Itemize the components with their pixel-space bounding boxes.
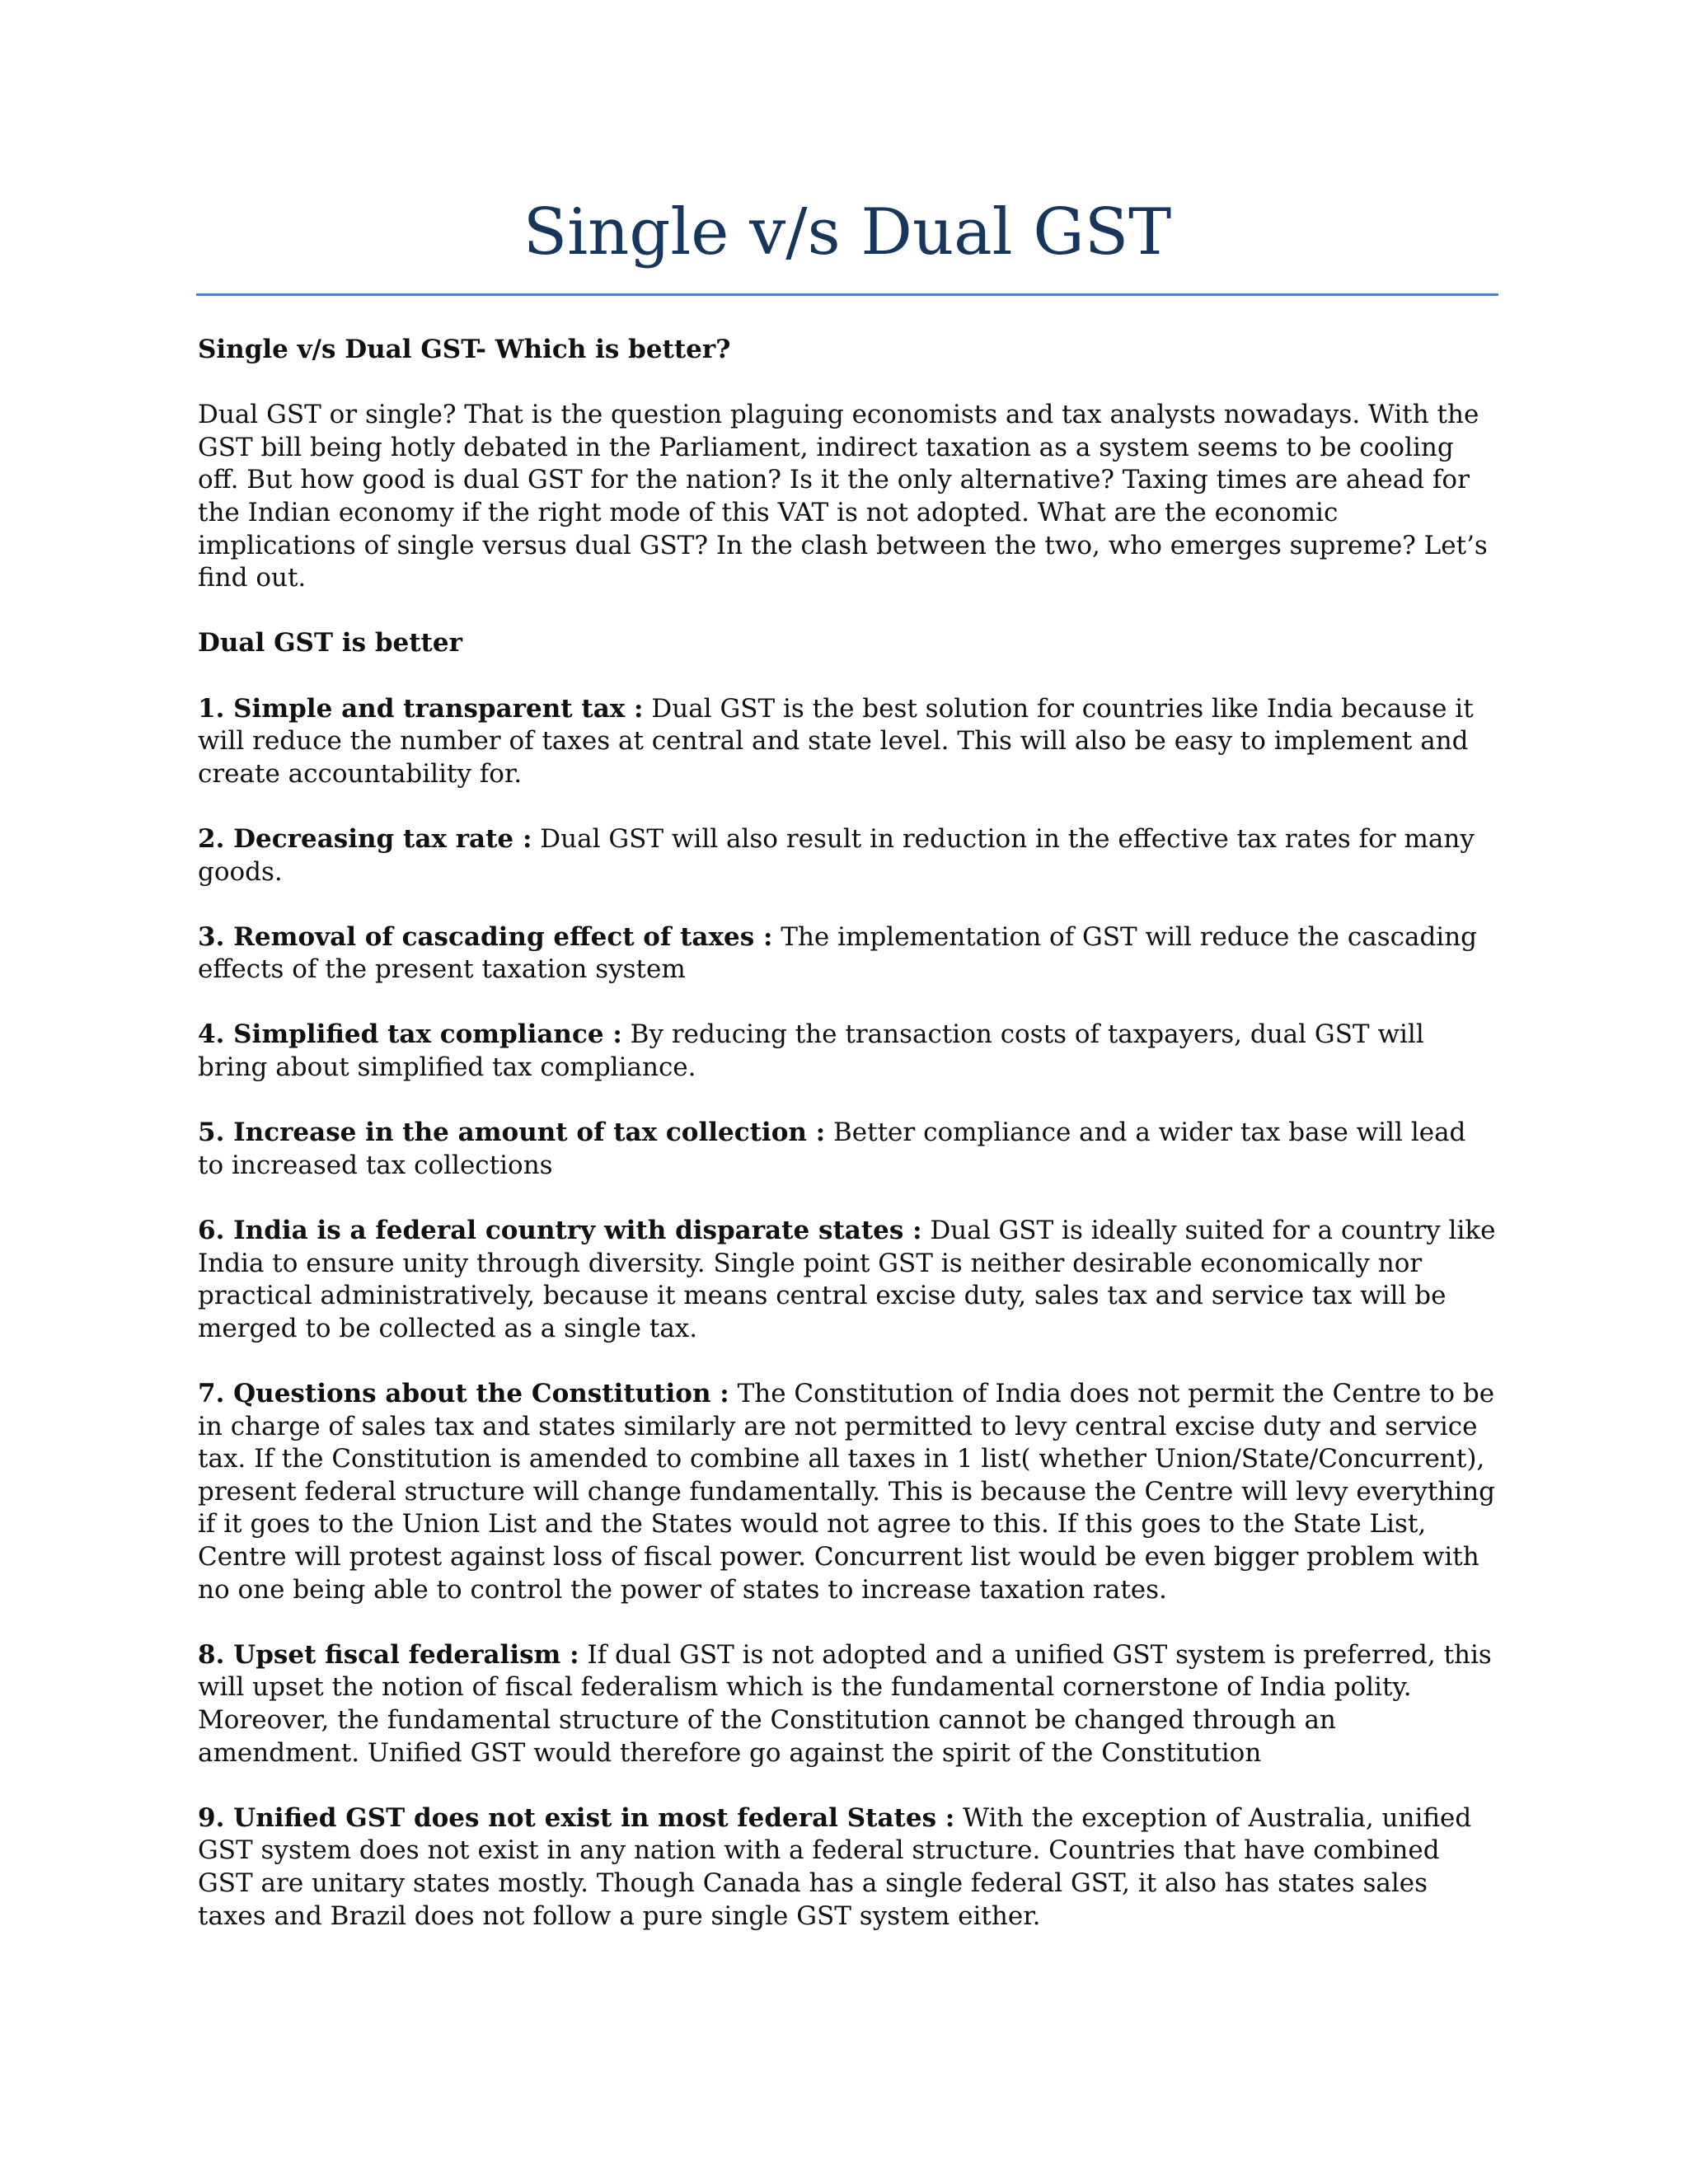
point-heading: 9. Unified GST does not exist in most federal States :: [198, 1802, 955, 1833]
subtitle-paragraph: [198, 334, 1497, 367]
point-heading: 8. Upset fiscal federalism :: [198, 1639, 579, 1670]
point-heading: 1. Simple and transparent tax :: [198, 693, 644, 724]
point-2: [198, 823, 1497, 888]
point-8: [198, 1639, 1497, 1769]
point-text: By reducing the transaction costs of taxpayers, dual GST will bring about simplified tax compliance.: [198, 1019, 1424, 1083]
point-heading: 6. India is a federal country with disparate states :: [198, 1216, 922, 1246]
point-heading: 4. Simplified tax compliance :: [198, 1019, 622, 1050]
point-text: Dual GST will also result in reduction in the effective tax rates for many goods.: [198, 823, 1475, 887]
point-text: Better compliance and a wider tax base will lead to increased tax collections: [198, 1118, 1466, 1180]
point-heading: 2. Decreasing tax rate :: [198, 823, 532, 854]
subtitle: Single v/s Dual GST- Which is better?: [198, 335, 731, 364]
point-text: Dual GST is ideally suited for a country like India to ensure unity through diversity. Single point GST is neither desirable economically nor practical administratively, because it means central excise duty, sales tax and service tax will be merged to be collected as a single tax.: [198, 1216, 1496, 1343]
point-1: [198, 693, 1497, 791]
point-3: [198, 921, 1497, 987]
intro-paragraph: Dual GST or single? That is the question plaguing economists and tax analysts nowadays. With the GST bill being hotly debated in the Parliament, indirect taxation as a system seems to be cooling off. But how good is dual GST for the nation? Is it the only alternative? Taxing times are ahead for the Indian economy if the right mode of this VAT is not adopted. What are the economic implications of single versus dual GST? In the clash between the two, who emerges supreme? Let’s find out.: [198, 400, 1488, 593]
title-underline: [196, 293, 1498, 296]
point-9: [198, 1802, 1497, 1933]
page-title: Single v/s Dual GST: [523, 195, 1172, 269]
point-5: [198, 1117, 1497, 1182]
point-heading: 5. Increase in the amount of tax collection :: [198, 1118, 826, 1148]
point-4: [198, 1019, 1497, 1084]
point-text: The Constitution of India does not permit the Centre to be in charge of sales tax and states similarly are not permitted to levy central excise duty and service tax. If the Constitution is amended to combine all taxes in 1 list( whether Union/State/Concurrent), present federal structure will change fundamentally. This is because the Centre will levy everything if it goes to the Union List and the States would not agree to this. If this goes to the State List, Centre will protest against loss of fiscal power. Concurrent list would be even bigger problem with no one being able to control the power of states to increase taxation rates.: [198, 1379, 1496, 1605]
point-heading: 3. Removal of cascading effect of taxes :: [198, 921, 773, 952]
point-text: Dual GST is the best solution for countries like India because it will reduce the number of taxes at central and state level. This will also be easy to implement and create accountability for.: [198, 693, 1474, 789]
point-heading: 7. Questions about the Constitution :: [198, 1379, 729, 1408]
point-7: [198, 1378, 1497, 1606]
point-6: [198, 1215, 1497, 1345]
point-text: With the exception of Australia, unified GST system does not exist in any nation with a federal structure. Countries that have combined GST are unitary states mostly. Though Canada has a single federal GST, it also has states sales taxes and Brazil does not follow a pure single GST system either.: [198, 1802, 1472, 1931]
document-body: [198, 334, 1497, 1966]
section-heading: Dual GST is better: [198, 628, 462, 658]
point-text: The implementation of GST will reduce the cascading effects of the present taxation system: [198, 921, 1478, 985]
section-heading-paragraph: [198, 627, 1497, 660]
point-text: If dual GST is not adopted and a unified GST system is preferred, this will upset the notion of fiscal federalism which is the fundamental cornerstone of India polity. Moreover, the fundamental structure of the Constitution cannot be changed through an amendment. Unified GST would therefore go against the spirit of the Constitution: [198, 1639, 1492, 1768]
